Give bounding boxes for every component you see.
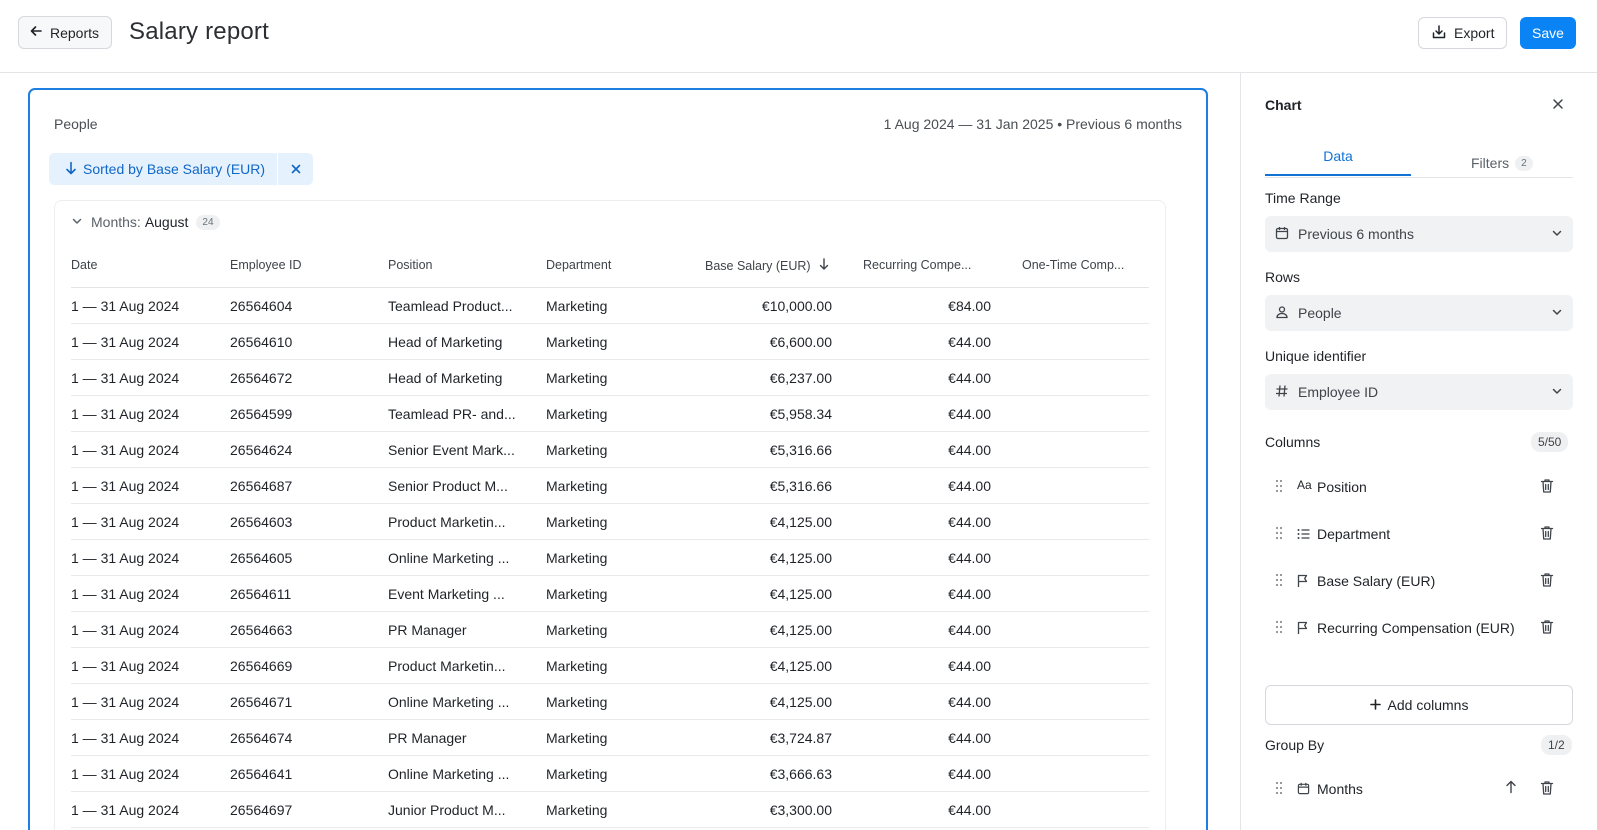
save-button[interactable]: Save <box>1520 17 1576 49</box>
column-item-label: Department <box>1317 526 1391 542</box>
base-salary-cell: €3,666.63 <box>769 766 832 782</box>
table-row[interactable] <box>71 504 1149 540</box>
sort-chip-text: Sorted by Base Salary (EUR) <box>83 161 266 177</box>
position-cell: Teamlead PR- and... <box>388 406 516 422</box>
date-cell: 1 — 31 Aug 2024 <box>71 478 180 494</box>
position-cell: Online Marketing ... <box>388 694 510 710</box>
remove-sort-button[interactable] <box>277 153 313 185</box>
position-cell: Online Marketing ... <box>388 766 510 782</box>
group-by-count-badge: 1/2 <box>1541 735 1572 755</box>
position-cell: Senior Product M... <box>388 478 508 494</box>
sort-desc-icon <box>819 258 829 273</box>
department-cell: Marketing <box>546 622 608 638</box>
date-cell: 1 — 31 Aug 2024 <box>71 586 180 602</box>
date-cell: 1 — 31 Aug 2024 <box>71 514 180 530</box>
column-header-recurring-compensation[interactable]: Recurring Compe... <box>863 258 972 272</box>
base-salary-cell: €3,724.87 <box>769 730 832 746</box>
drag-handle-icon[interactable] <box>1275 781 1283 798</box>
table-row[interactable] <box>71 396 1149 432</box>
column-item-recurring-compensation[interactable] <box>1265 608 1573 648</box>
recurring-compensation-cell: €44.00 <box>948 766 991 782</box>
sort-chip <box>49 153 313 185</box>
column-item-label: Base Salary (EUR) <box>1317 573 1436 589</box>
calendar-icon <box>1297 782 1310 798</box>
base-salary-cell: €5,316.66 <box>769 478 832 494</box>
trash-icon[interactable] <box>1540 619 1554 638</box>
close-panel-button[interactable] <box>1552 97 1564 115</box>
column-item-label: Position <box>1317 479 1367 495</box>
position-cell: Senior Event Mark... <box>388 442 515 458</box>
tab-filters[interactable] <box>1471 148 1533 178</box>
position-cell: PR Manager <box>388 622 467 638</box>
recurring-compensation-cell: €44.00 <box>948 550 991 566</box>
group-label: Months: <box>91 214 141 230</box>
date-cell: 1 — 31 Aug 2024 <box>71 730 180 746</box>
arrow-down-icon <box>65 161 77 178</box>
position-cell: Junior Product M... <box>388 802 506 818</box>
trash-icon[interactable] <box>1540 478 1554 497</box>
date-cell: 1 — 31 Aug 2024 <box>71 442 180 458</box>
employee-id-cell: 26564605 <box>230 550 293 566</box>
column-item-department[interactable] <box>1265 514 1573 554</box>
flag-icon <box>1297 574 1309 591</box>
position-cell: Head of Marketing <box>388 370 503 386</box>
export-label: Export <box>1454 25 1495 41</box>
employee-id-cell: 26564603 <box>230 514 293 530</box>
table-row[interactable] <box>71 576 1149 612</box>
list-icon <box>1297 527 1310 543</box>
columns-section-label: Columns <box>1265 434 1321 450</box>
table-row[interactable] <box>71 432 1149 468</box>
employee-id-cell: 26564669 <box>230 658 293 674</box>
plus-icon <box>1370 697 1381 713</box>
date-cell: 1 — 31 Aug 2024 <box>71 802 180 818</box>
date-cell: 1 — 31 Aug 2024 <box>71 370 180 386</box>
date-cell: 1 — 31 Aug 2024 <box>71 766 180 782</box>
employee-id-cell: 26564624 <box>230 442 293 458</box>
table-row[interactable] <box>71 288 1149 324</box>
column-item-position[interactable] <box>1265 467 1573 507</box>
recurring-compensation-cell: €44.00 <box>948 658 991 674</box>
base-salary-cell: €5,958.34 <box>769 406 832 422</box>
recurring-compensation-cell: €44.00 <box>948 406 991 422</box>
date-cell: 1 — 31 Aug 2024 <box>71 694 180 710</box>
chevron-down-icon <box>1551 227 1563 239</box>
position-cell: Product Marketin... <box>388 658 506 674</box>
employee-id-cell: 26564641 <box>230 766 293 782</box>
date-cell: 1 — 31 Aug 2024 <box>71 334 180 350</box>
date-range-label: 1 Aug 2024 — 31 Jan 2025 • Previous 6 months <box>883 116 1182 132</box>
department-cell: Marketing <box>546 406 608 422</box>
date-cell: 1 — 31 Aug 2024 <box>71 298 180 314</box>
position-cell: PR Manager <box>388 730 467 746</box>
employee-id-cell: 26564599 <box>230 406 293 422</box>
recurring-compensation-cell: €44.00 <box>948 514 991 530</box>
filters-count-badge: 2 <box>1515 156 1533 171</box>
base-salary-cell: €6,237.00 <box>769 370 832 386</box>
export-button[interactable] <box>1418 17 1507 49</box>
base-salary-cell: €4,125.00 <box>769 514 832 530</box>
group-by-item-months[interactable] <box>1265 769 1573 809</box>
close-icon <box>291 164 301 174</box>
chevron-down-icon <box>1551 385 1563 397</box>
column-item-label: Recurring Compensation (EUR) <box>1317 620 1515 636</box>
top-bar <box>0 0 1597 73</box>
employee-id-cell: 26564671 <box>230 694 293 710</box>
department-cell: Marketing <box>546 370 608 386</box>
recurring-compensation-cell: €44.00 <box>948 694 991 710</box>
position-cell: Product Marketin... <box>388 514 506 530</box>
panel-title: Chart <box>1265 97 1302 113</box>
base-salary-cell: €4,125.00 <box>769 586 832 602</box>
flag-icon <box>1297 621 1309 638</box>
trash-icon[interactable] <box>1540 572 1554 591</box>
back-button-label: Reports <box>50 24 100 41</box>
employee-id-cell: 26564672 <box>230 370 293 386</box>
table-row[interactable] <box>71 360 1149 396</box>
drag-handle-icon[interactable] <box>1275 573 1283 590</box>
employee-id-cell: 26564611 <box>230 586 292 602</box>
recurring-compensation-cell: €44.00 <box>948 802 991 818</box>
department-cell: Marketing <box>546 766 608 782</box>
chart-settings-panel <box>1240 73 1597 830</box>
table-row[interactable] <box>71 720 1149 756</box>
department-cell: Marketing <box>546 442 608 458</box>
employee-id-cell: 26564674 <box>230 730 293 746</box>
department-cell: Marketing <box>546 586 608 602</box>
date-cell: 1 — 31 Aug 2024 <box>71 658 180 674</box>
table-row[interactable] <box>71 648 1149 684</box>
recurring-compensation-cell: €44.00 <box>948 586 991 602</box>
employee-id-cell: 26564604 <box>230 298 293 314</box>
recurring-compensation-cell: €44.00 <box>948 730 991 746</box>
table-row[interactable] <box>71 792 1149 828</box>
trash-icon[interactable] <box>1540 525 1554 544</box>
base-salary-header-label: Base Salary (EUR) <box>705 258 811 273</box>
employee-id-cell: 26564697 <box>230 802 293 818</box>
group-by-item-label: Months <box>1317 781 1363 797</box>
person-icon <box>1275 305 1289 322</box>
column-item-base-salary[interactable] <box>1265 561 1573 601</box>
position-cell: Online Marketing ... <box>388 550 510 566</box>
calendar-icon <box>1275 226 1289 243</box>
employee-id-cell: 26564610 <box>230 334 293 350</box>
table-row[interactable] <box>71 468 1149 504</box>
department-cell: Marketing <box>546 478 608 494</box>
department-cell: Marketing <box>546 730 608 746</box>
base-salary-cell: €4,125.00 <box>769 694 832 710</box>
recurring-compensation-cell: €44.00 <box>948 442 991 458</box>
arrow-up-icon[interactable] <box>1505 780 1517 797</box>
page-title: Salary report <box>129 18 269 45</box>
department-cell: Marketing <box>546 694 608 710</box>
base-salary-cell: €4,125.00 <box>769 622 832 638</box>
rows-value: People <box>1298 305 1342 321</box>
drag-handle-icon[interactable] <box>1275 526 1283 543</box>
close-icon <box>1552 98 1564 110</box>
report-preview[interactable] <box>28 88 1208 830</box>
table-row[interactable] <box>71 612 1149 648</box>
unique-identifier-select[interactable] <box>1265 374 1573 410</box>
recurring-compensation-cell: €44.00 <box>948 478 991 494</box>
chevron-down-icon <box>1551 306 1563 318</box>
recurring-compensation-cell: €44.00 <box>948 622 991 638</box>
recurring-compensation-cell: €44.00 <box>948 334 991 350</box>
chevron-down-icon <box>71 214 83 230</box>
time-range-label: Time Range <box>1265 190 1341 206</box>
time-range-value: Previous 6 months <box>1298 226 1414 242</box>
text-type-icon: Aa <box>1297 478 1312 492</box>
tab-filters-label: Filters <box>1471 155 1510 171</box>
add-columns-button[interactable] <box>1265 685 1573 725</box>
group-count-badge: 24 <box>196 215 219 230</box>
table-row[interactable] <box>71 684 1149 720</box>
group-by-label: Group By <box>1265 737 1325 753</box>
trash-icon[interactable] <box>1540 780 1554 799</box>
department-cell: Marketing <box>546 802 608 818</box>
rows-label: Rows <box>1265 269 1301 285</box>
recurring-compensation-cell: €84.00 <box>948 298 991 314</box>
tab-data[interactable]: Data <box>1265 146 1411 176</box>
data-table <box>54 200 1166 830</box>
position-cell: Teamlead Product... <box>388 298 513 314</box>
columns-count-badge: 5/50 <box>1531 432 1568 452</box>
position-cell: Head of Marketing <box>388 334 503 350</box>
panel-tabs <box>1265 142 1573 178</box>
rows-select[interactable] <box>1265 295 1573 331</box>
department-cell: Marketing <box>546 658 608 674</box>
recurring-compensation-cell: €44.00 <box>948 370 991 386</box>
department-cell: Marketing <box>546 550 608 566</box>
table-row[interactable] <box>71 756 1149 792</box>
arrow-left-icon <box>29 24 43 41</box>
time-range-select[interactable] <box>1265 216 1573 252</box>
column-header-employee-id[interactable]: Employee ID <box>230 258 302 272</box>
department-cell: Marketing <box>546 334 608 350</box>
base-salary-cell: €5,316.66 <box>769 442 832 458</box>
date-cell: 1 — 31 Aug 2024 <box>71 550 180 566</box>
column-header-one-time-compensation[interactable]: One-Time Comp... <box>1022 258 1125 272</box>
sort-chip-label-button[interactable] <box>49 153 277 185</box>
position-cell: Event Marketing ... <box>388 586 505 602</box>
table-row[interactable] <box>71 324 1149 360</box>
group-value: August <box>144 214 189 230</box>
base-salary-cell: €6,600.00 <box>769 334 832 350</box>
base-salary-cell: €4,125.00 <box>769 658 832 674</box>
column-header-date[interactable]: Date <box>71 258 98 272</box>
drag-handle-icon[interactable] <box>1275 620 1283 637</box>
employee-id-cell: 26564663 <box>230 622 293 638</box>
base-salary-cell: €4,125.00 <box>769 550 832 566</box>
department-cell: Marketing <box>546 514 608 530</box>
table-row[interactable] <box>71 540 1149 576</box>
add-columns-label: Add columns <box>1387 697 1469 713</box>
unique-identifier-value: Employee ID <box>1298 384 1379 400</box>
unique-identifier-label: Unique identifier <box>1265 348 1367 364</box>
base-salary-cell: €10,000.00 <box>761 298 832 314</box>
department-cell: Marketing <box>546 298 608 314</box>
drag-handle-icon[interactable] <box>1275 479 1283 496</box>
hash-icon <box>1275 384 1289 401</box>
date-cell: 1 — 31 Aug 2024 <box>71 622 180 638</box>
base-salary-cell: €3,300.00 <box>769 802 832 818</box>
column-header-department[interactable]: Department <box>546 258 612 272</box>
employee-id-cell: 26564687 <box>230 478 293 494</box>
back-to-reports-button[interactable] <box>18 16 112 49</box>
rows-entity-label: People <box>54 116 98 132</box>
date-cell: 1 — 31 Aug 2024 <box>71 406 180 422</box>
download-icon <box>1431 24 1447 43</box>
group-header-toggle[interactable] <box>71 214 220 230</box>
column-header-position[interactable]: Position <box>388 258 433 272</box>
column-header-base-salary[interactable] <box>705 258 829 273</box>
